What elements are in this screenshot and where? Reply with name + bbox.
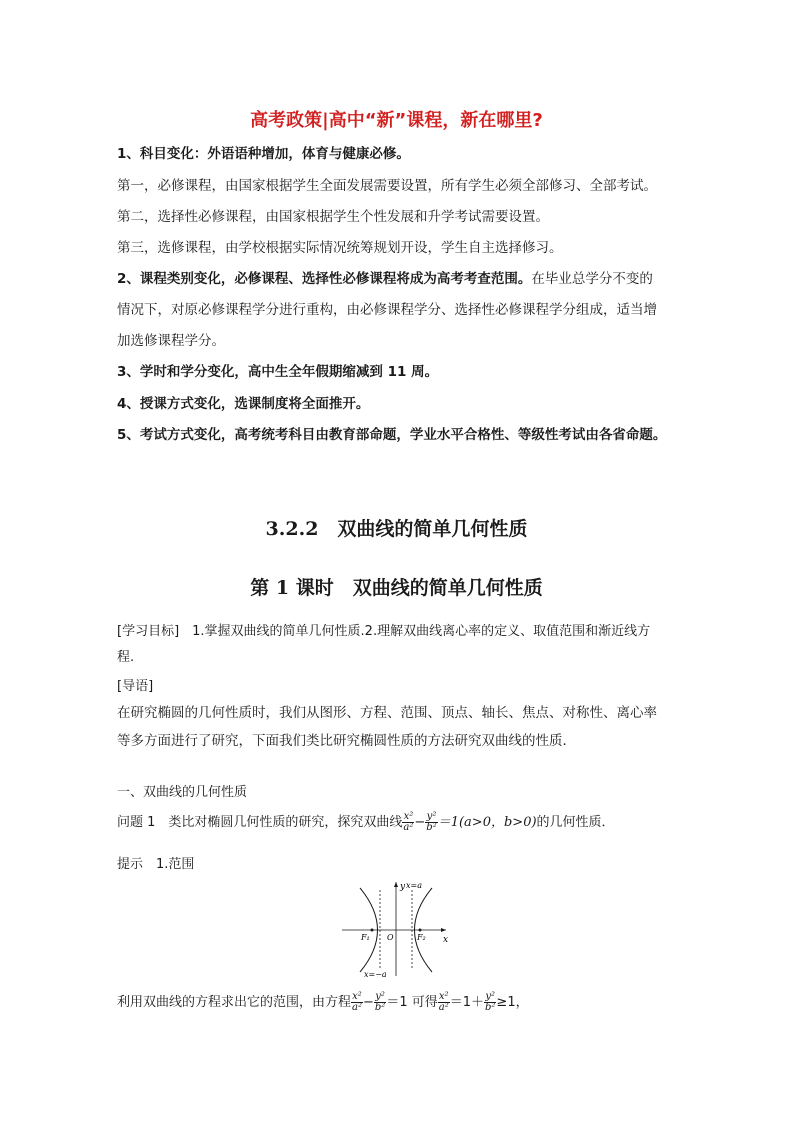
hint-label: 提示 1.范围 bbox=[117, 857, 195, 872]
policy-item-4: 4、授课方式变化，选课制度将全面推开。 bbox=[117, 396, 370, 412]
y-axis-arrow-icon bbox=[394, 882, 398, 887]
policy-item-2-bold: 2、课程类别变化，必修课程、选择性必修课程将成为高考考查范围。 bbox=[117, 271, 532, 287]
intro-label: [导语] bbox=[117, 679, 154, 694]
policy-item-1: 1、科目变化：外语语种增加，体育与健康必修。 bbox=[117, 146, 410, 162]
fraction-y2-b2: $\frac{\text{y²}}{\text{b²}}$ bbox=[426, 811, 437, 833]
label-x-eq-neg-a: x=−a bbox=[364, 970, 387, 978]
policy-item-2-line-1 bbox=[117, 269, 653, 289]
range-prefix: 利用双曲线的方程求出它的范围，由方程 bbox=[117, 995, 352, 1010]
part-heading: 一、双曲线的几何性质 bbox=[117, 785, 248, 800]
policy-item-5: 5、考试方式变化，高考统考科目由教育部命题，学业水平合格性、等级性考试由各省命题。 bbox=[117, 427, 667, 443]
lesson-title: 第 1 课时 双曲线的简单几何性质 bbox=[250, 577, 543, 599]
question-1-condition: ＝1(a>0，b>0) bbox=[437, 815, 537, 830]
fraction-x2-a2-eq1: $\frac{\text{x²}}{\text{a²}}$ bbox=[352, 991, 362, 1013]
question-1: 问题 1 类比对椭圆几何性质的研究，探究双曲线 $\frac{\text{x²}}{\text{a²}}$ − $\frac{\text{y²}}{\text{b²}}$ ＝1(a>0，b>0)的几何性质． bbox=[117, 811, 615, 833]
range-end: ≥1， bbox=[496, 995, 529, 1010]
focus-f2 bbox=[419, 929, 422, 932]
range-eq2: ＝1＋ bbox=[449, 995, 484, 1010]
label-x: x bbox=[443, 935, 449, 945]
label-y: y bbox=[400, 882, 406, 892]
section-title: 3.2.2 双曲线的简单几何性质 bbox=[265, 518, 528, 540]
policy-first: 第一，必修课程，由国家根据学生全面发展需要设置，所有学生必须全部修习、全部考试。 bbox=[117, 178, 657, 194]
range-mid: ＝1 可得 bbox=[386, 995, 438, 1010]
label-origin: O bbox=[387, 933, 394, 942]
policy-item-3: 3、学时和学分变化，高中生全年假期缩减到 11 周。 bbox=[117, 364, 439, 380]
x-axis-arrow-icon bbox=[441, 928, 446, 932]
focus-f1 bbox=[371, 929, 374, 932]
fraction-y2-b2-eq1: $\frac{\text{y²}}{\text{b²}}$ bbox=[374, 991, 386, 1013]
policy-third: 第三，选修课程，由学校根据实际情况统筹规划开设，学生自主选择修习。 bbox=[117, 240, 563, 256]
fraction-x2-a2: $\frac{\text{x²}}{\text{a²}}$ bbox=[403, 811, 414, 833]
label-f2: F₂ bbox=[417, 933, 426, 942]
page-title: 高考政策|高中“新”课程，新在哪里? bbox=[250, 110, 543, 131]
learning-goal-line-1: [学习目标] 1.掌握双曲线的简单几何性质.2.理解双曲线离心率的定义、取值范围和渐近线方 bbox=[117, 624, 651, 639]
intro-line-2: 等多方面进行了研究，下面我们类比研究椭圆性质的方法研究双曲线的性质． bbox=[117, 733, 576, 749]
policy-item-2-rest: 在毕业总学分不变的 bbox=[531, 271, 653, 287]
label-x-eq-a: x=a bbox=[406, 881, 422, 890]
policy-item-2-line-2: 情况下，对原必修课程学分进行重构，由必修课程学分、选择性必修课程学分组成，适当增 bbox=[117, 302, 657, 318]
hyperbola-figure bbox=[340, 878, 452, 978]
range-derivation: 利用双曲线的方程求出它的范围，由方程 $\frac{\text{x²}}{\text{a²}}$ − $\frac{\text{y²}}{\text{b²}}$ ＝1 可得 $\frac{\text{x²}}{\text{a²}}$ ＝1＋ $\frac{\text{y²}}{\text{b²}}$ ≥1， bbox=[117, 991, 529, 1013]
policy-second: 第二，选择性必修课程，由国家根据学生个性发展和升学考试需要设置。 bbox=[117, 209, 549, 225]
question-1-prefix: 问题 1 类比对椭圆几何性质的研究，探究双曲线 bbox=[117, 815, 403, 830]
label-f1: F₁ bbox=[361, 933, 370, 942]
learning-goal-line-2: 程. bbox=[117, 650, 135, 665]
question-1-suffix: 的几何性质． bbox=[536, 815, 615, 830]
fraction-y2-b2-eq2: $\frac{\text{y²}}{\text{b²}}$ bbox=[485, 991, 496, 1013]
policy-item-2-line-3: 加选修课程学分。 bbox=[117, 333, 225, 349]
fraction-x2-a2-eq2: $\frac{\text{x²}}{\text{a²}}$ bbox=[438, 991, 449, 1013]
intro-line-1: 在研究椭圆的几何性质时，我们从图形、方程、范围、顶点、轴长、焦点、对称性、离心率 bbox=[117, 705, 657, 721]
